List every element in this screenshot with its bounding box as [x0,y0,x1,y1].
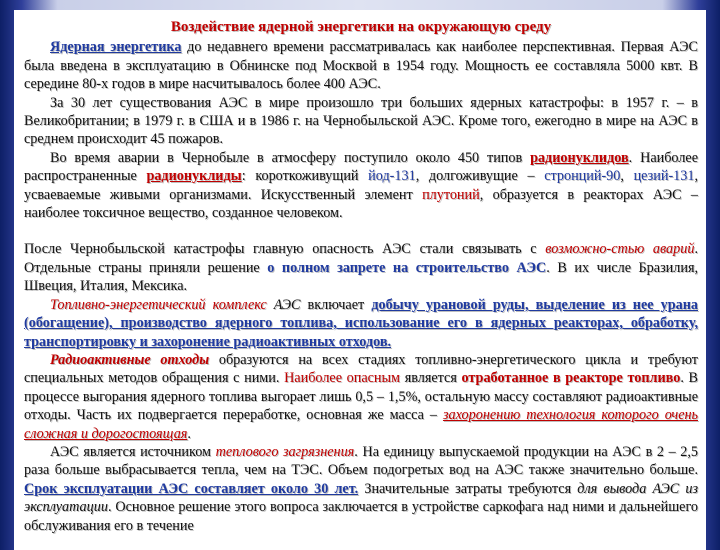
term-spent-fuel: отработанное в реакторе топливо [461,370,681,387]
spacer [24,222,698,240]
text-span: . Отдельные страны приняли решение [24,241,698,276]
paragraph-fuel-complex [24,296,698,351]
term-nuclear-energy: Ядерная энергетика [50,39,182,56]
text-span: . Наиболее распространенные [24,149,699,185]
text-span: образуются на всех стадиях топливно-энергетического цикла и требуют специальных методов обращения с ними. [24,351,698,387]
term-radioactive-waste: Радиоактивные отходы [50,351,210,368]
term-plutonium: плутоний [422,186,480,203]
text-span: , усваеваемые живыми организмами. Искусственный элемент [24,168,698,203]
paragraph-chernobyl [24,149,698,223]
text-span: Значительные затраты требуются [358,480,578,497]
text-span: до недавнего времени рассматривалась как наиболее перспективная. Первая АЭС была введена в эксплуатацию в Обнинске под Москвой в 1954 году. Мощность ее составляла 5000 квт. В середине 80-х годов в мире насчитывалось более 400 АЭС. [24,39,698,93]
text-span: , [620,168,634,185]
term-accident-possibility: возможно-стью аварий [545,241,695,258]
term-decommissioning: для вывода АЭС из эксплуатации [24,480,698,516]
text-span: АЭС является источником [50,443,216,460]
page-title: Воздействие ядерной энергетики на окружающую среду [170,19,552,35]
text-span: . Основное решение этого вопроса заключается в устройстве саркофага над ними и дальнейшего обслуживания его в течение [24,499,698,534]
text-span: . В их числе Бразилия, Швеция, Италия, Мексика. [24,259,699,295]
slide [14,10,706,550]
term-burial: захоронению технология которого очень сложная и дорогостоящая [24,407,698,442]
term-fuel-cycle-stages: добычу урановой руды, выделение из нее урана (обогащение), производство ядерного топлива, использование его в ядерных реакторах, обработку, транспортировку и захоронение радиоактивных отходов. [24,296,699,350]
text-span: . В процессе выгорания ядерного топлива выгорает лишь 0,5 – 1,5%, остальную массу составляют радиоактивные отходы. Часть их подвергается переработке, основная же масса – [24,370,698,424]
term-radionuclides: радионуклидов [530,149,629,166]
paragraph-thermal-pollution [24,443,698,535]
paragraph-nuclear-energy [24,38,698,93]
paragraph-catastrophes [24,94,698,149]
paragraph-radioactive-waste [24,351,698,443]
term-thermal-pollution: теплового загрязнения [215,443,355,460]
term-most-dangerous: Наиболее опасным [284,370,401,387]
term-fuel-complex: Топливно-энергетический комплекс [50,296,267,313]
text-span: За 30 лет существования АЭС в мире произошло три больших ядерных катастрофы: в 1957 г. – в Великобритании; в 1979 г. в США и в 1986 г. на Чернобыльской АЭС. Кроме того, ежегодно в мире на АЭС в среднем происходит 45 пожаров. [24,94,698,148]
text-span: является [400,370,462,387]
text-span: : короткоживущий [241,168,369,185]
text-span: АЭС [266,296,301,313]
text-span: Во время аварии в Чернобыле в атмосферу поступило около 450 типов [50,149,531,166]
text-span: . На единицу выпускаемой продукции на АЭС в 2 – 2,5 раза больше выбрасывается тепла, чем на ТЭС. Объем подогретых вод на АЭС также значительно больше. [24,443,699,479]
slide-content [14,10,706,535]
text-span: , образуется в реакторах АЭС – наиболее токсичное вещество, созданное человеком. [24,186,698,222]
term-service-life: Срок эксплуатации АЭС составляет около 30 лет. [24,480,359,497]
text-span: , долгоживущие – [415,168,545,185]
paragraph-after-chernobyl [24,240,698,295]
term-cesium: цезий-131 [633,168,695,185]
term-construction-ban: о полном запрете на строительство АЭС [267,259,547,276]
term-radionuclides-2: радионуклиды [146,168,242,185]
text-span: включает [300,296,372,313]
term-strontium: стронций-90 [544,168,621,185]
text-span: После Чернобыльской катастрофы главную опасность АЭС стали связывать с [24,241,546,258]
term-iodine: йод-131 [368,168,416,185]
text-span: . [187,425,191,442]
